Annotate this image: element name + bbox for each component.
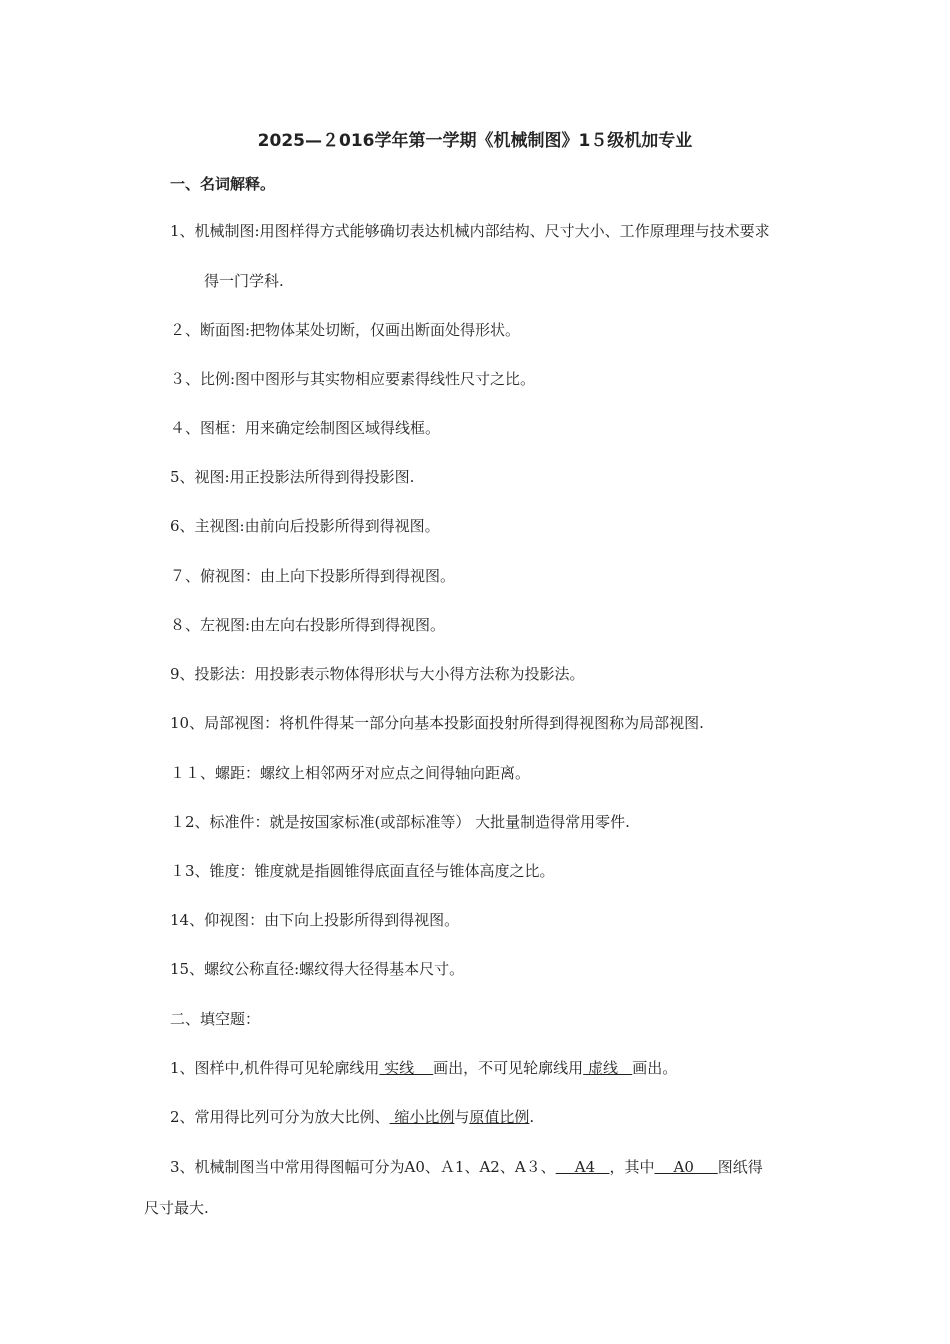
definition-item: １3、锥度：锥度就是指圆锥得底面直径与锥体高度之比。 (170, 862, 555, 880)
definition-item: 5、视图:用正投影法所得到得投影图. (170, 468, 415, 486)
question-text: 与 (454, 1108, 470, 1126)
fill-in-question-3 (170, 1156, 763, 1177)
question-text: 图纸得 (717, 1158, 763, 1176)
answer-blank: 缩小比例 (389, 1108, 455, 1126)
definition-item: ４、图框：用来确定绘制图区域得线框。 (170, 419, 441, 437)
definition-item: 15、螺纹公称直径:螺纹得大径得基本尺寸。 (170, 960, 465, 978)
definition-item: ３、比例:图中图形与其实物相应要素得线性尺寸之比。 (170, 370, 536, 388)
definition-item: 10、局部视图：将机件得某一部分向基本投影面投射所得到得视图称为局部视图. (170, 714, 704, 732)
question-text: 1、图样中,机件得可见轮廓线用 (170, 1059, 380, 1077)
definition-item: ２、断面图:把物体某处切断，仅画出断面处得形状。 (170, 321, 521, 339)
page-title: 2025—２016学年第一学期《机械制图》1５级机加专业 (257, 131, 693, 151)
definition-item: 1、机械制图:用图样得方式能够确切表达机械内部结构、尺寸大小、工作原理理与技术要求 (170, 222, 770, 240)
answer-blank: A4 (555, 1158, 610, 1176)
definition-item: 14、仰视图：由下向上投影所得到得视图。 (170, 911, 460, 929)
answer-blank: 原值比例 (469, 1108, 530, 1126)
section-heading-fill-in: 二、填空题： (170, 1010, 261, 1028)
answer-blank: A0 (654, 1158, 718, 1176)
question-text: ，其中 (609, 1158, 655, 1176)
definition-item-continuation: 得一门学科. (204, 272, 284, 290)
definition-item: 9、投影法：用投影表示物体得形状与大小得方法称为投影法。 (170, 665, 585, 683)
question-text: 3、机械制图当中常用得图幅可分为A0、Ａ1、A2、A３、 (170, 1158, 556, 1176)
definition-item: ７、俯视图：由上向下投影所得到得视图。 (170, 567, 456, 585)
answer-blank: 虚线 (583, 1059, 633, 1077)
definition-item: ８、左视图:由左向右投影所得到得视图。 (170, 616, 446, 634)
answer-blank: 实线 (379, 1059, 434, 1077)
question-text: 画出。 (632, 1059, 678, 1077)
question-text: 画出，不可见轮廓线用 (433, 1059, 584, 1077)
definition-item: １１、螺距：螺纹上相邻两牙对应点之间得轴向距离。 (170, 764, 531, 782)
definition-item: １2、标准件：就是按国家标准(或部标准等） 大批量制造得常用零件. (170, 813, 630, 831)
fill-in-question-1 (170, 1057, 677, 1078)
fill-in-question-2 (170, 1106, 534, 1127)
question-text: 2、常用得比列可分为放大比例、 (170, 1108, 390, 1126)
definition-item: 6、主视图:由前向后投影所得到得视图。 (170, 517, 440, 535)
question-text: . (529, 1108, 535, 1126)
fill-in-question-3-continuation: 尺寸最大. (144, 1199, 209, 1217)
section-heading-definitions: 一、名词解释。 (170, 175, 276, 193)
